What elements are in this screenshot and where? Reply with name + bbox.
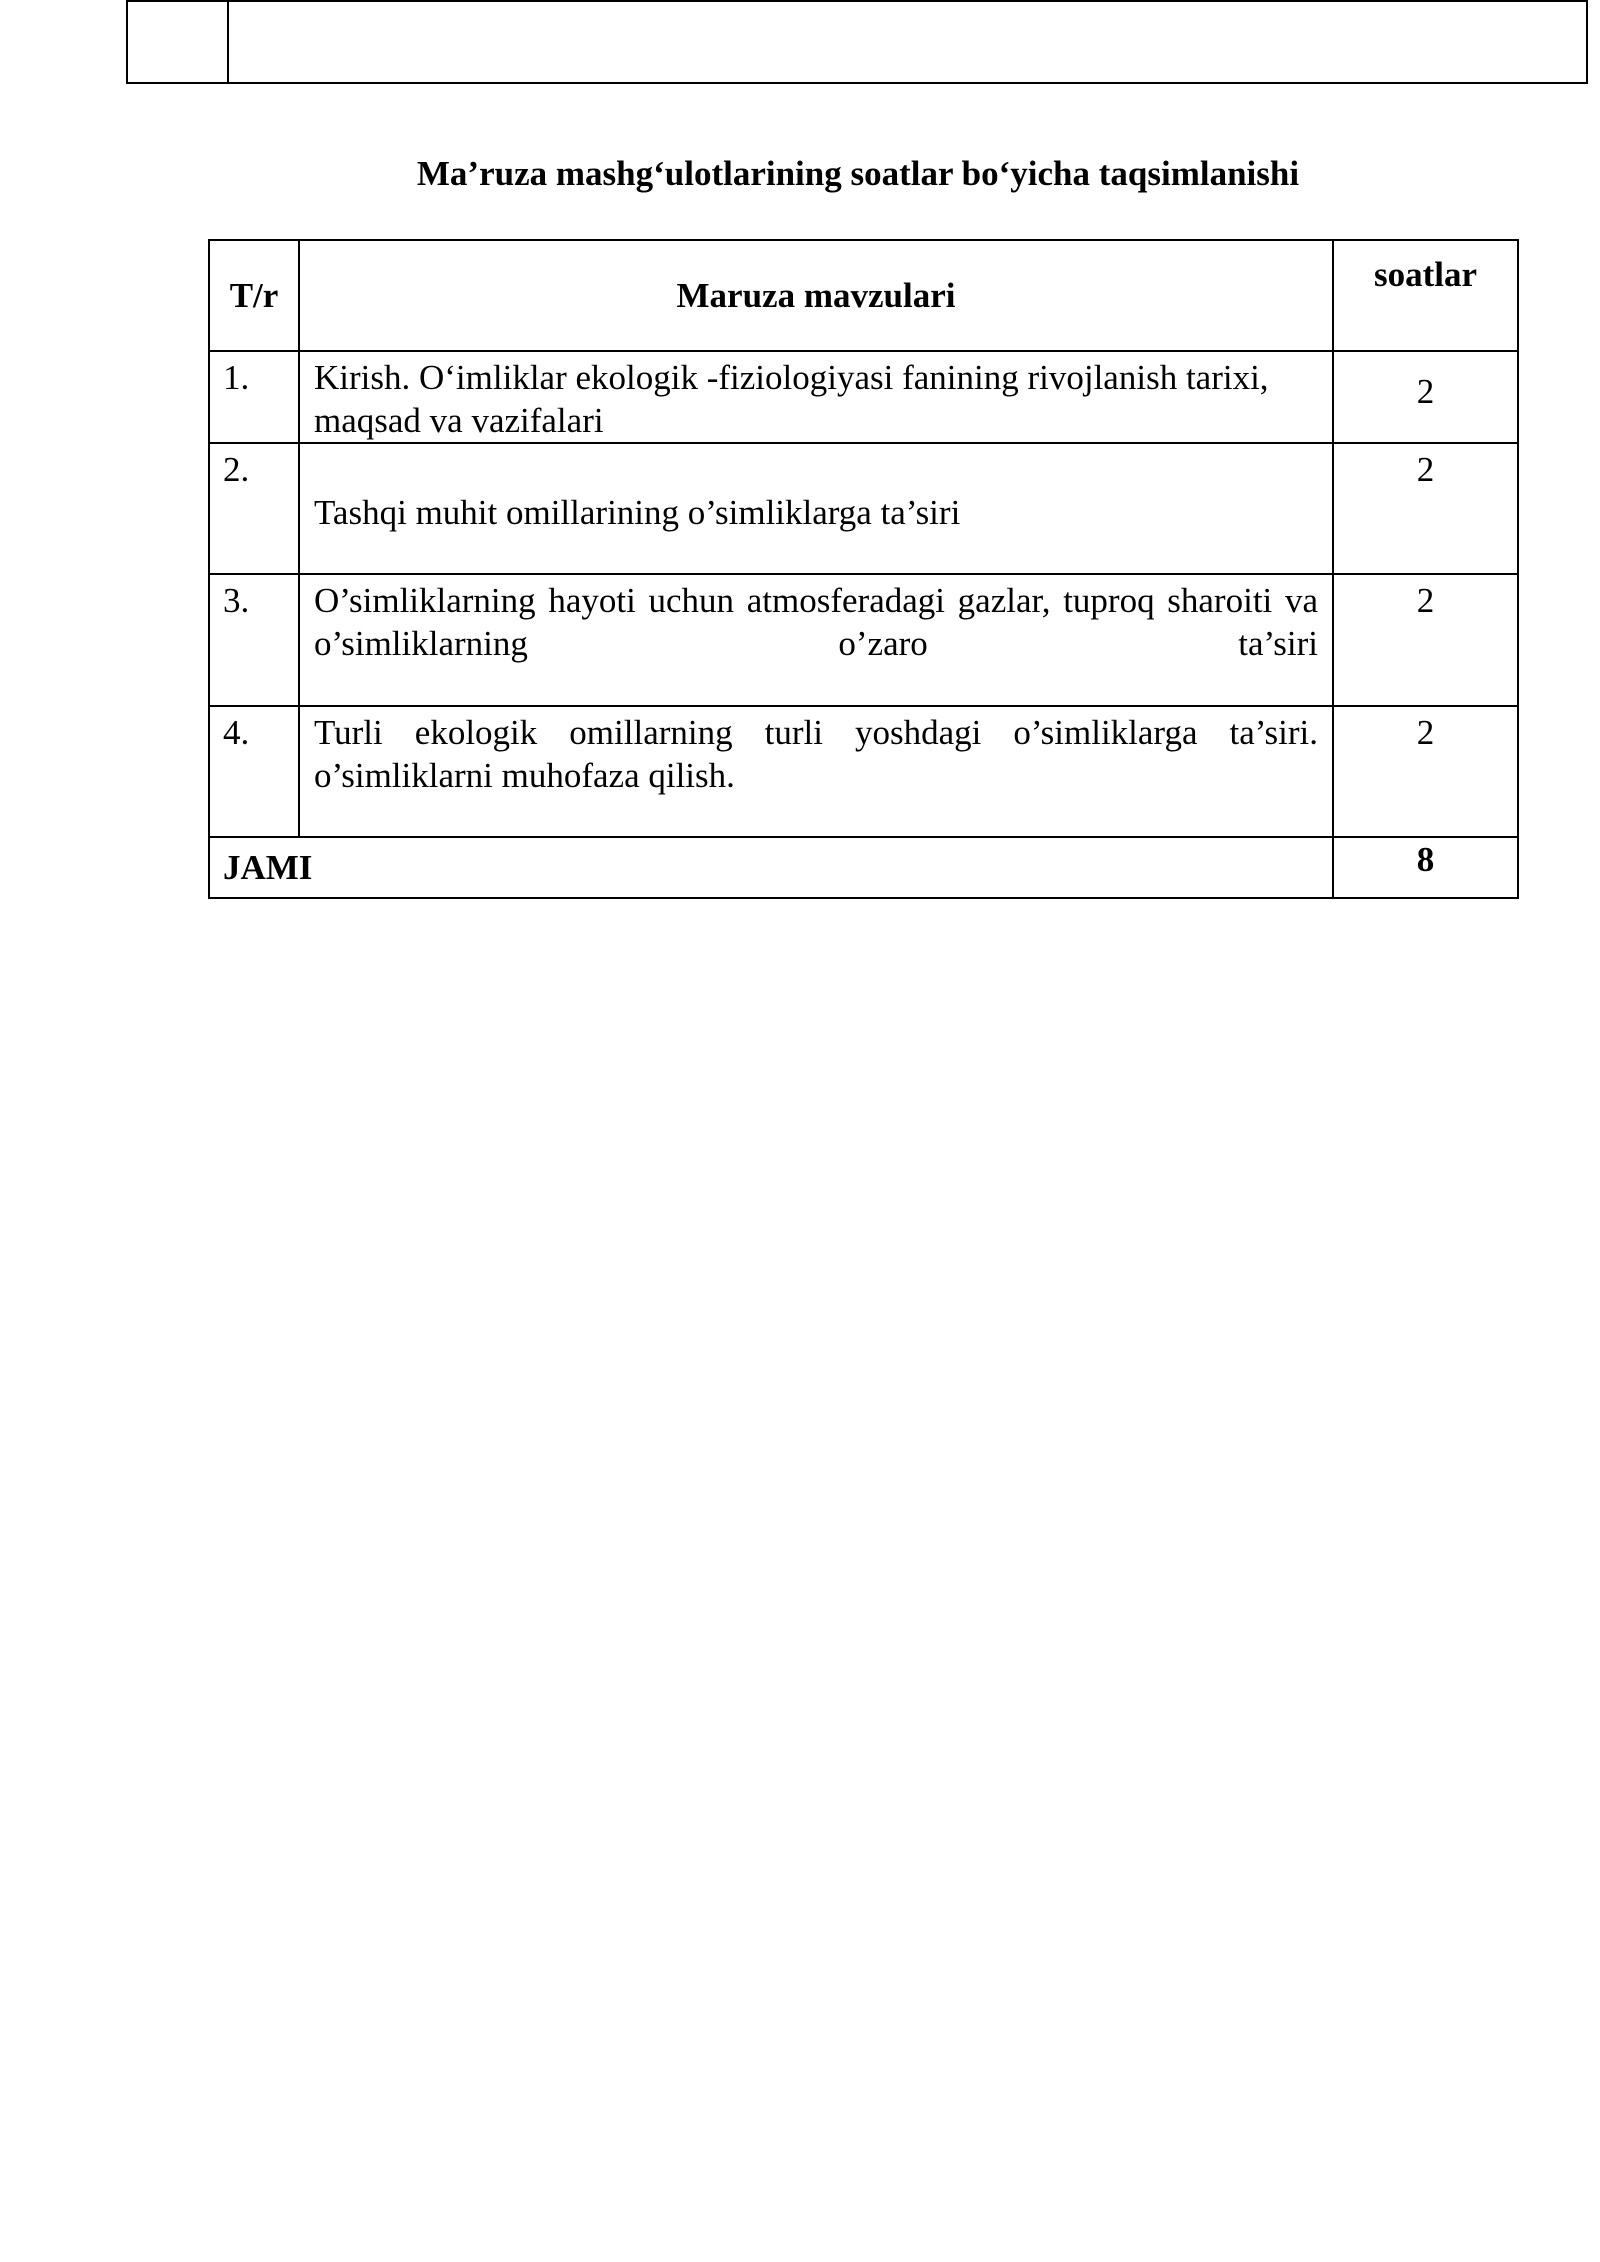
header-hours: soatlar <box>1333 240 1518 351</box>
row-hours: 2 <box>1333 443 1518 574</box>
row-topic: Kirish. O‘imliklar ekologik -fiziologiyasi fanining rivojlanish tarixi, maqsad va vazifalari <box>299 351 1333 443</box>
total-label: JAMI <box>209 837 1333 898</box>
header-number: T/r <box>209 240 299 351</box>
table-total-row <box>209 837 1518 898</box>
table-header-row <box>209 240 1518 351</box>
row-number: 4. <box>209 706 299 837</box>
row-hours: 2 <box>1333 706 1518 837</box>
previous-table-fragment <box>126 0 1588 84</box>
table-row <box>209 706 1518 837</box>
row-topic: Turli ekologik omillarning turli yoshdagi o’simliklarga ta’siri. o’simliklarni muhofaza qilish. <box>299 706 1333 837</box>
previous-table-cell <box>128 2 229 82</box>
page-title: Ma’ruza mashg‘ulotlarining soatlar bo‘yicha taqsimlanishi <box>416 154 1300 193</box>
row-topic: Tashqi muhit omillarining o’simliklarga ta’siri <box>299 443 1333 574</box>
total-value: 8 <box>1333 837 1518 898</box>
lecture-hours-table <box>208 239 1519 899</box>
previous-table-cell <box>229 2 1586 82</box>
table-row <box>209 351 1518 443</box>
row-topic: O’simliklarning hayoti uchun atmosferadagi gazlar, tuproq sharoiti va o’simliklarning o’zaro ta’siri <box>299 574 1333 706</box>
row-number: 3. <box>209 574 299 706</box>
row-number: 1. <box>209 351 299 443</box>
table-row <box>209 574 1518 706</box>
row-hours: 2 <box>1333 574 1518 706</box>
table-row <box>209 443 1518 574</box>
row-number: 2. <box>209 443 299 574</box>
row-hours: 2 <box>1333 351 1518 443</box>
header-topic: Maruza mavzulari <box>299 240 1333 351</box>
